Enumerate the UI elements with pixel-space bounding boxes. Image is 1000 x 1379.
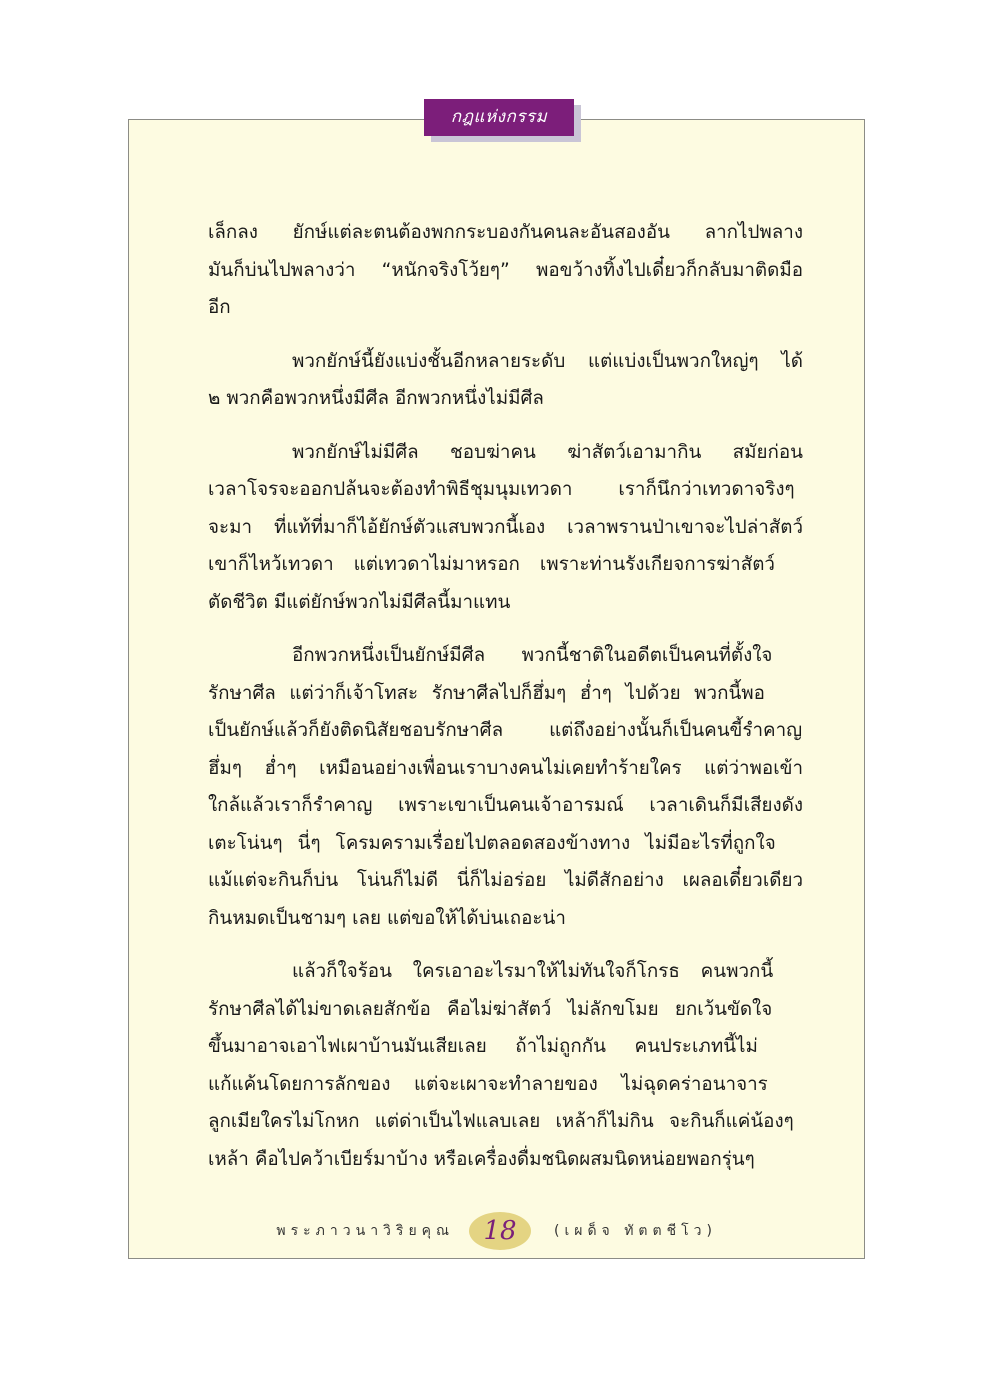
page-number: 18 bbox=[469, 1212, 531, 1250]
page-footer bbox=[0, 1210, 1000, 1254]
text-line: อีก bbox=[208, 297, 231, 318]
text-line: เวลาโจรจะออกปล้นจะต้องทำพิธีชุมนุมเทวดา เราก็นึกว่าเทวดาจริงๆ bbox=[208, 479, 795, 500]
paragraph bbox=[208, 343, 803, 418]
text-line: เขาก็ไหว้เทวดา แต่เทวดาไม่มาหรอก เพราะท่านรังเกียจการฆ่าสัตว์ bbox=[208, 554, 775, 575]
text-line: อีกพวกหนึ่งเป็นยักษ์มีศีล พวกนี้ชาติในอดีตเป็นคนที่ตั้งใจ bbox=[292, 645, 773, 666]
text-line: ฮึ่มๆ ฮ่ำๆ เหมือนอย่างเพื่อนเราบางคนไม่เคยทำร้ายใคร แต่ว่าพอเข้า bbox=[208, 757, 803, 779]
text-line: ขึ้นมาอาจเอาไฟเผาบ้านมันเสียเลย ถ้าไม่ถูกกัน คนประเภทนี้ไม่ bbox=[208, 1036, 758, 1057]
text-line: รักษาศีล แต่ว่าก็เจ้าโทสะ รักษาศีลไปก็ฮึ่มๆ ฮ่ำๆ ไปด้วย พวกนี้พอ bbox=[208, 682, 765, 704]
paragraph bbox=[208, 434, 803, 622]
text-line: จะมา ที่แท้ที่มาก็ไอ้ยักษ์ตัวแสบพวกนี้เอง เวลาพรานป่าเขาจะไปล่าสัตว์ bbox=[208, 516, 803, 538]
text-line: แม้แต่จะกินก็บ่น โน่นก็ไม่ดี นี่ก็ไม่อร่อย ไม่ดีสักอย่าง เผลอเดี๋ยวเดียว bbox=[208, 870, 803, 891]
text-line: รักษาศีลได้ไม่ขาดเลยสักข้อ คือไม่ฆ่าสัตว์ ไม่ลักขโมย ยกเว้นขัดใจ bbox=[208, 998, 773, 1020]
text-line: เหล้า คือไปคว้าเบียร์มาบ้าง หรือเครื่องดื่มชนิดผสมนิดหน่อยพอกรุ่นๆ bbox=[208, 1148, 755, 1170]
paragraph bbox=[208, 953, 803, 1178]
paragraph bbox=[208, 214, 803, 327]
author-name: พระภาวนาวิริยคุณ bbox=[276, 1223, 454, 1239]
text-line: แก้แค้นโดยการลักของ แต่จะเผาจะทำลายของ ไม่ฉุดคร่าอนาจาร bbox=[208, 1073, 768, 1095]
text-line: พวกยักษ์ไม่มีศีล ชอบฆ่าคน ฆ่าสัตว์เอามากิน สมัยก่อน bbox=[292, 441, 803, 463]
text-line: ใกล้แล้วเราก็รำคาญ เพราะเขาเป็นคนเจ้าอารมณ์ เวลาเดินก็มีเสียงดัง bbox=[208, 795, 803, 816]
author-subtitle: (เผด็จ ทัตตชีโว) bbox=[554, 1223, 717, 1239]
paragraph bbox=[208, 637, 803, 937]
chapter-title: กฎแห่งกรรม bbox=[424, 99, 574, 136]
text-line: เล็กลง ยักษ์แต่ละตนต้องพกกระบองกันคนละอันสองอัน ลากไปพลาง bbox=[208, 222, 803, 243]
body-text bbox=[208, 214, 803, 1194]
text-line: เป็นยักษ์แล้วก็ยังติดนิสัยชอบรักษาศีล แต่ถึงอย่างนั้นก็เป็นคนขี้รำคาญ bbox=[208, 720, 803, 741]
text-line: พวกยักษ์นี้ยังแบ่งชั้นอีกหลายระดับ แต่แบ่งเป็นพวกใหญ่ๆ ได้ bbox=[292, 350, 803, 372]
text-line: มันก็บ่นไปพลางว่า “หนักจริงโว้ยๆ” พอขว้างทิ้งไปเดี๋ยวก็กลับมาติดมือ bbox=[208, 259, 803, 281]
text-line: ๒ พวกคือพวกหนึ่งมีศีล อีกพวกหนึ่งไม่มีศีล bbox=[208, 388, 544, 409]
text-line: ตัดชีวิต มีแต่ยักษ์พวกไม่มีศีลนี้มาแทน bbox=[208, 591, 511, 613]
text-line: ลูกเมียใครไม่โกหก แต่ด่าเป็นไฟแลบเลย เหล้าก็ไม่กิน จะกินก็แค่น้องๆ bbox=[208, 1111, 794, 1132]
text-line: กินหมดเป็นชามๆ เลย แต่ขอให้ได้บ่นเถอะน่า bbox=[208, 907, 566, 929]
text-line: เตะโน่นๆ นี่ๆ โครมครามเรื่อยไปตลอดสองข้างทาง ไม่มีอะไรที่ถูกใจ bbox=[208, 832, 776, 854]
text-line: แล้วก็ใจร้อน ใครเอาอะไรมาให้ไม่ทันใจก็โกรธ คนพวกนี้ bbox=[292, 961, 774, 982]
